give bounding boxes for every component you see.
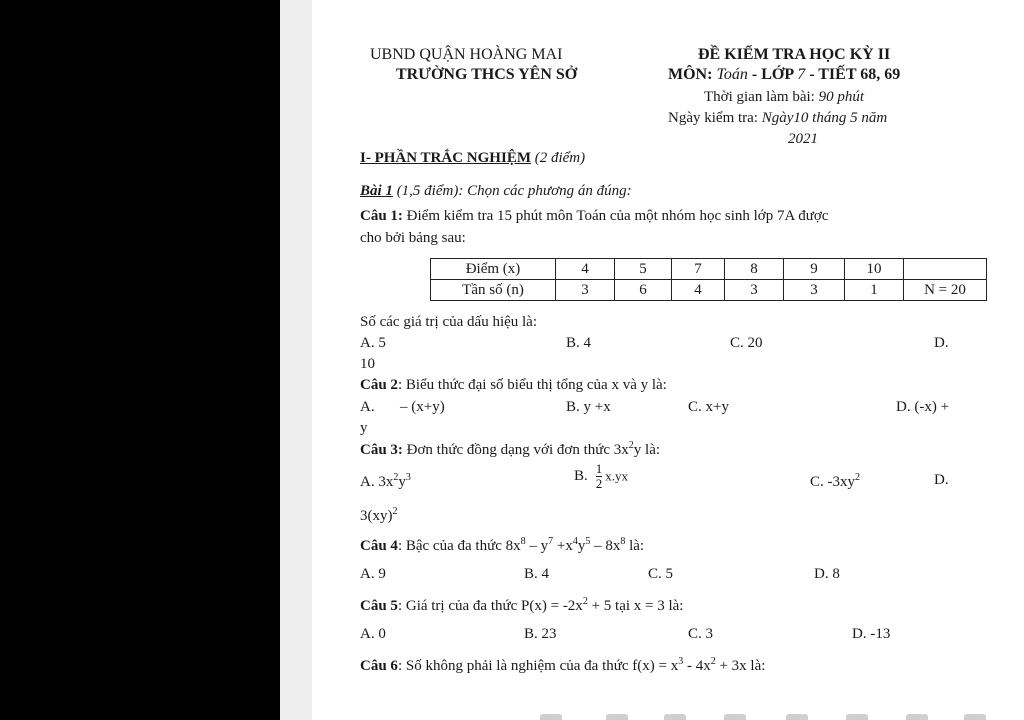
- q2-option-d-cont: y: [360, 420, 368, 436]
- table-cell: 9: [784, 259, 845, 280]
- table-row: [431, 280, 987, 301]
- q5-option-c: C. 3: [688, 626, 714, 642]
- page-edge-mark: [606, 714, 628, 720]
- q1-text-cont: cho bởi bảng sau:: [360, 230, 466, 246]
- bai1-heading: Bài 1 (1,5 điểm): Chọn các phương án đúng:: [360, 183, 632, 199]
- table-cell: 4: [556, 259, 615, 280]
- table-cell: Tần số (n): [431, 280, 556, 301]
- document-page: [312, 0, 1024, 720]
- q2-option-a: A.: [360, 399, 375, 415]
- table-cell: Điểm (x): [431, 259, 556, 280]
- table-cell: [904, 259, 987, 280]
- q3-option-d: D.: [934, 472, 949, 488]
- q6-text: Câu 6: Số không phải là nghiệm của đa thức $f(x) = x^3 - 4x^2 + 3x$ là:: [360, 656, 766, 674]
- q4-option-c: C. 5: [648, 566, 674, 582]
- q4-option-b: B. 4: [524, 566, 550, 582]
- page-gutter: [280, 0, 312, 720]
- table-cell: 8: [725, 259, 784, 280]
- page-edge-mark: [906, 714, 928, 720]
- q3-text: Câu 3: Đơn thức đồng dạng với đơn thức $3x^2y$ là:: [360, 440, 661, 458]
- exam-year: 2021: [788, 131, 818, 147]
- table-cell: 3: [784, 280, 845, 301]
- exam-time: Thời gian làm bài: 90 phút: [704, 89, 864, 105]
- q2-option-a-expr: – (x+y): [400, 399, 445, 415]
- q3-option-d-cont: 3(xy)$^2$: [360, 506, 398, 524]
- q1-option-d-cont: 10: [360, 356, 375, 372]
- section-title: I- PHẦN TRẮC NGHIỆM (2 điểm): [360, 150, 586, 166]
- q2-option-d: D. (-x) +: [896, 399, 950, 415]
- page-edge-mark: [724, 714, 746, 720]
- q2-option-b: B. y +x: [566, 399, 611, 415]
- q1-option-c: C. 20: [730, 335, 763, 351]
- q4-text: Câu 4: Bậc của đa thức $8x^8 - y^7 +x^4y^5 - 8x^8$ là:: [360, 536, 645, 554]
- table-row: [431, 259, 987, 280]
- table-cell: 6: [615, 280, 672, 301]
- table-cell: 5: [615, 259, 672, 280]
- header-school: TRƯỜNG THCS YÊN SỞ: [396, 66, 578, 83]
- exam-date: Ngày kiểm tra: Ngày10 tháng 5 năm: [668, 110, 888, 126]
- table-cell: 4: [672, 280, 725, 301]
- page-edge-mark: [540, 714, 562, 720]
- black-sidebar: [0, 0, 280, 720]
- q5-option-d: D. -13: [852, 626, 891, 642]
- q3-option-b: B. $\frac{1}{2}$ x.yx: [574, 461, 629, 491]
- header-district: UBND QUẬN HOÀNG MAI: [370, 46, 563, 63]
- q1-prompt: Số các giá trị của dấu hiệu là:: [360, 314, 538, 330]
- q2-option-c: C. x+y: [688, 399, 729, 415]
- q4-option-a: A. 9: [360, 566, 386, 582]
- table-cell: 3: [556, 280, 615, 301]
- q3-option-a: A. $3x^2y^3$: [360, 472, 411, 490]
- q1-option-b: B. 4: [566, 335, 592, 351]
- table-cell: N = 20: [904, 280, 987, 301]
- q2-text: Câu 2: Biểu thức đại số biểu thị tổng của x và y là:: [360, 377, 667, 393]
- q1-option-a: A. 5: [360, 335, 386, 351]
- frequency-table: [430, 258, 987, 301]
- page-edge-mark: [846, 714, 868, 720]
- exam-title: ĐỀ KIỂM TRA HỌC KỲ II: [698, 46, 891, 63]
- table-cell: 10: [845, 259, 904, 280]
- table-cell: 3: [725, 280, 784, 301]
- q5-option-b: B. 23: [524, 626, 557, 642]
- page-edge-mark: [664, 714, 686, 720]
- q5-option-a: A. 0: [360, 626, 386, 642]
- page-edge-mark: [964, 714, 986, 720]
- exam-subject: MÔN: Toán - LỚP 7 - TIẾT 68, 69: [668, 66, 901, 83]
- page-edge-mark: [786, 714, 808, 720]
- q1-text: Câu 1: Điểm kiểm tra 15 phút môn Toán của một nhóm học sinh lớp 7A được: [360, 208, 829, 224]
- table-cell: 7: [672, 259, 725, 280]
- fraction: $\frac{1}{2}$: [595, 461, 603, 491]
- q4-option-d: D. 8: [814, 566, 840, 582]
- q5-text: Câu 5: Giá trị của đa thức $P(x) = -2x^2 + 5$ tại x = 3 là:: [360, 596, 684, 614]
- q3-option-c: C. $-3xy^2$: [810, 472, 860, 490]
- q1-option-d: D.: [934, 335, 949, 351]
- table-cell: 1: [845, 280, 904, 301]
